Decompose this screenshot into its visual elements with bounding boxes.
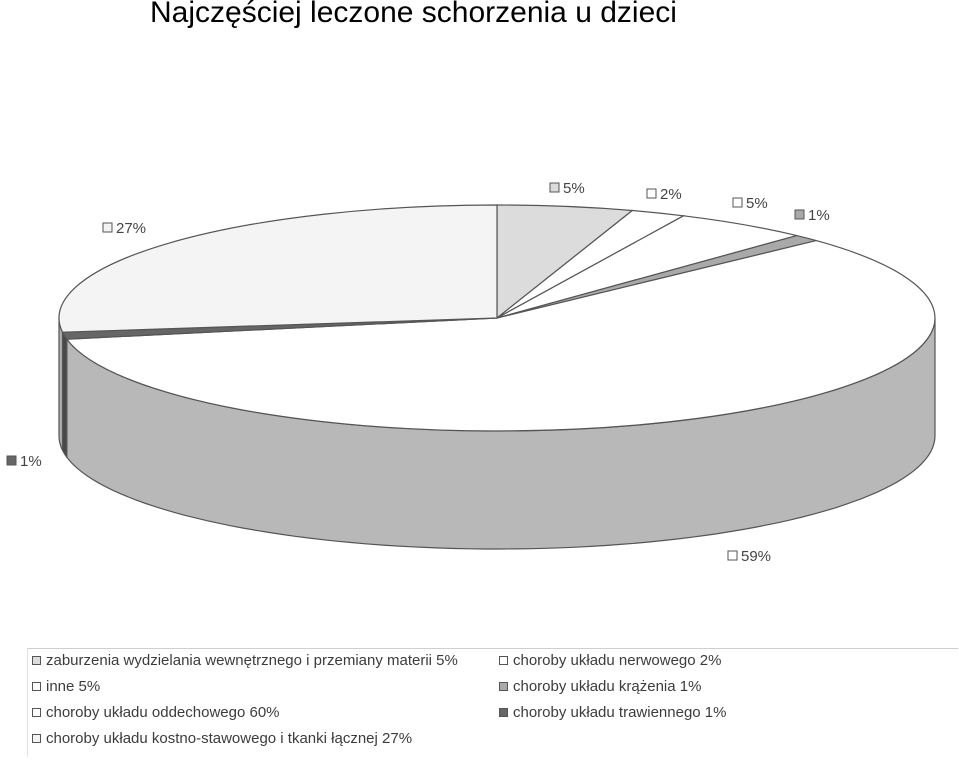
pie-side-5 [63,332,67,457]
data-label-0: 5% [563,180,585,197]
legend-swatch [499,708,508,717]
data-label-swatch-3 [795,210,804,219]
legend-entry [499,678,701,695]
data-label-swatch-1 [647,189,656,198]
legend-swatch [499,656,508,665]
legend-entry [499,704,726,721]
legend-label: choroby układu nerwowego 2% [513,652,722,669]
data-label-swatch-4 [728,551,737,560]
pie-side-6 [59,318,63,450]
chart-title: Najczęściej leczone schorzenia u dzieci [150,0,677,29]
legend-entry [32,652,458,669]
data-label-swatch-5 [7,456,16,465]
data-label-swatch-2 [733,198,742,207]
data-label-1: 2% [660,186,682,203]
legend-swatch [32,656,41,665]
legend-swatch [32,734,41,743]
data-label-swatch-0 [550,183,559,192]
legend-entry [32,730,412,747]
legend-label: choroby układu kostno-stawowego i tkanki łącznej 27% [46,730,413,747]
data-label-4: 59% [741,548,772,565]
legend-swatch [499,682,508,691]
legend-label: choroby układu oddechowego 60% [46,704,280,721]
data-label-5: 1% [20,453,42,470]
legend-entry [32,704,280,721]
data-label-2: 5% [746,195,768,212]
legend-label: choroby układu krążenia 1% [513,678,702,695]
chart-legend [27,648,958,757]
legend-label: inne 5% [46,678,101,695]
legend-label: choroby układu trawiennego 1% [513,704,727,721]
data-label-6: 27% [116,220,147,237]
legend-swatch [32,682,41,691]
legend-entry [499,652,721,669]
legend-swatch [32,708,41,717]
legend-label: zaburzenia wydzielania wewnętrznego i przemiany materii 5% [46,652,458,669]
legend-entry [32,678,100,695]
data-label-swatch-6 [103,223,112,232]
data-label-3: 1% [808,207,830,224]
